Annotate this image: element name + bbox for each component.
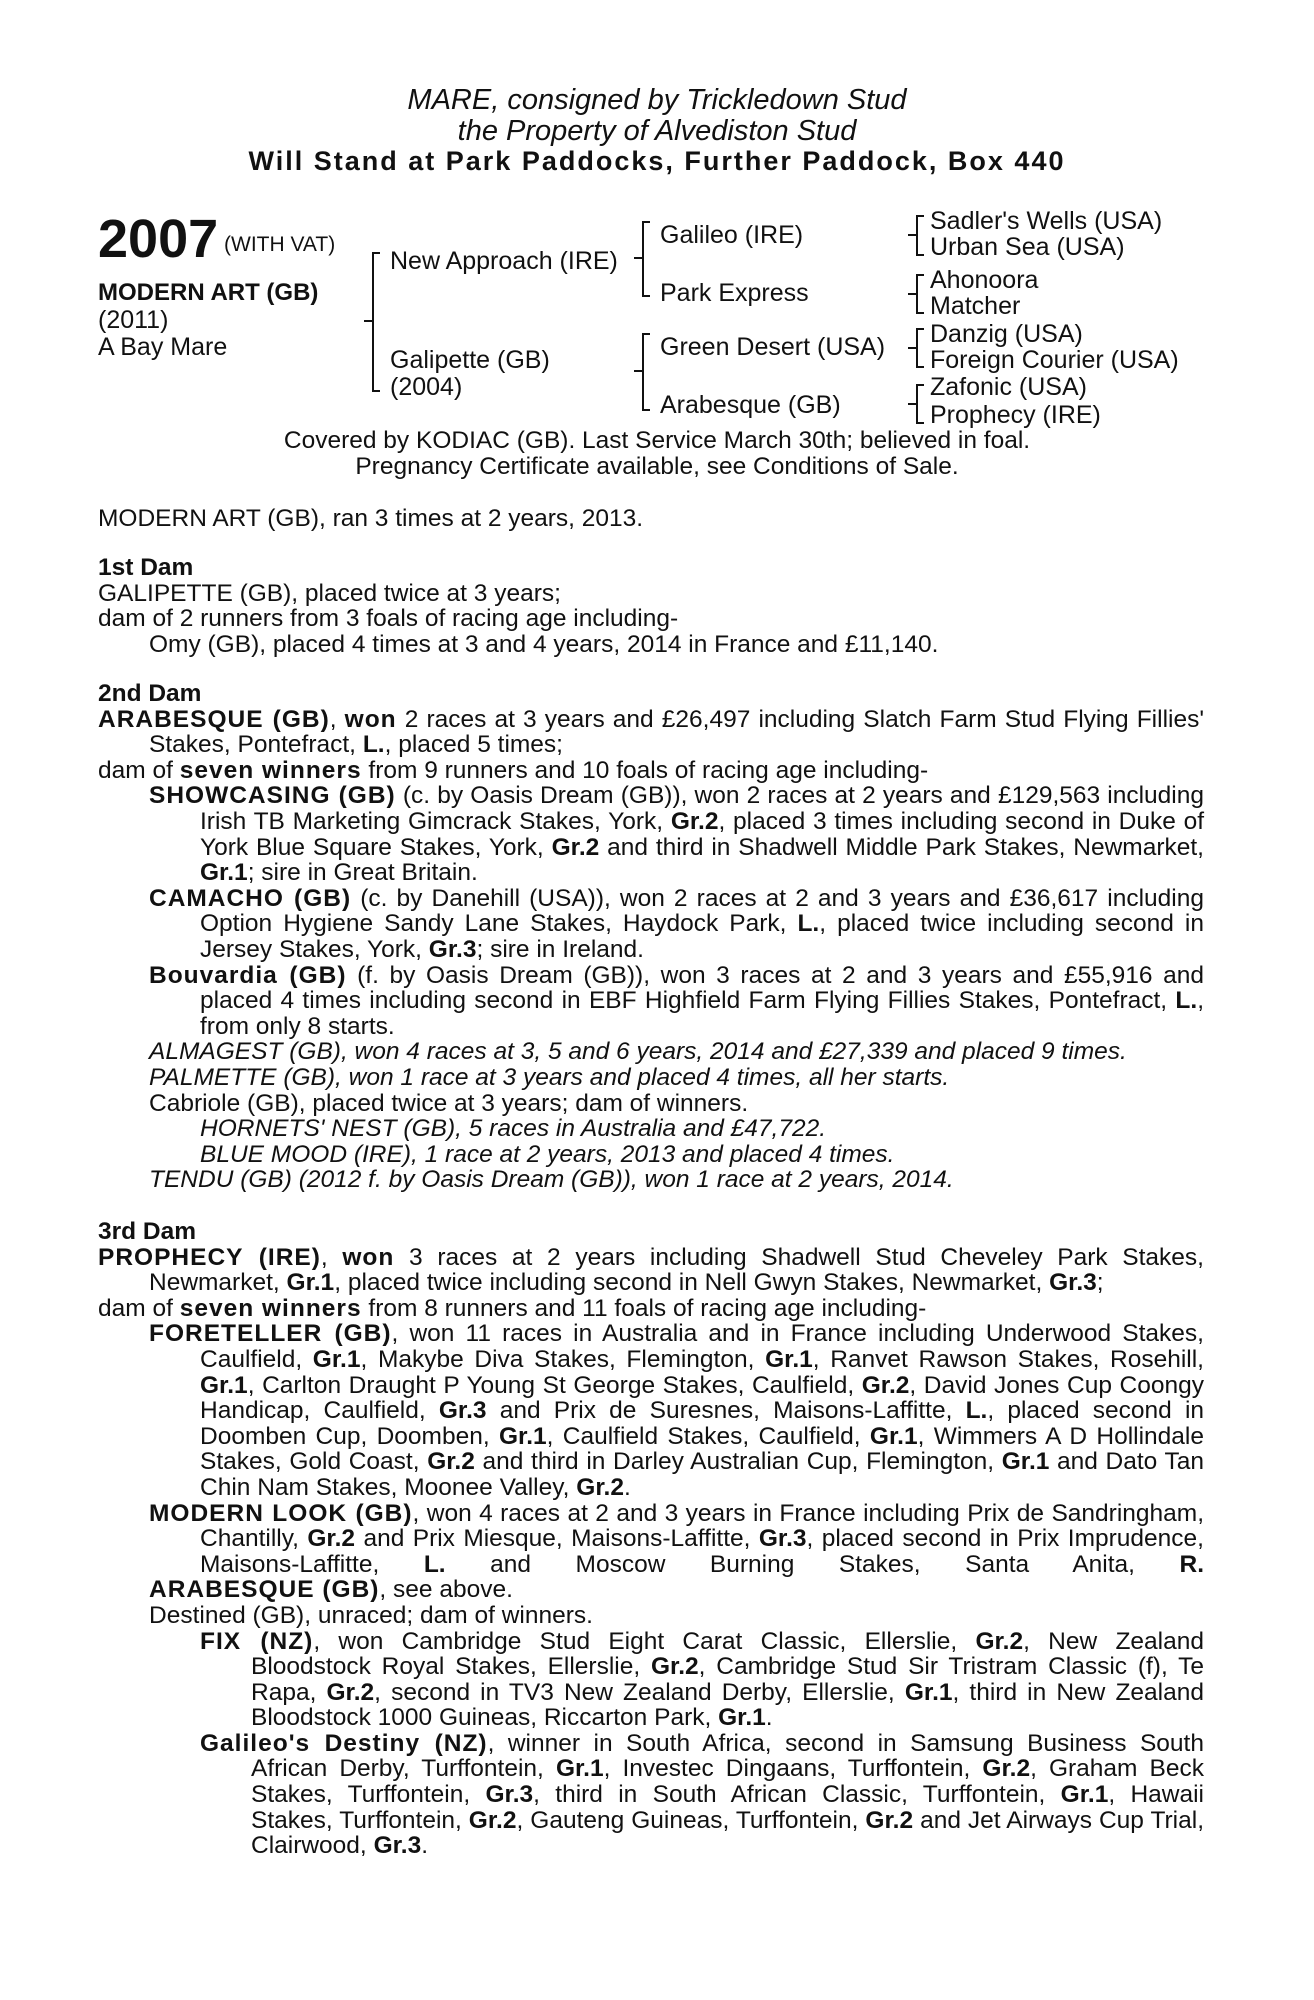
produce-entry: MODERN LOOK (GB), won 4 races at 2 and 3 years in France including Prix de Sandringham, Chantilly, Gr.2 and Prix Miesque, Maisons-Laffitte, Gr.3, placed second in Prix Imprudence, Maisons-Laffitte, L. and Moscow Burning Stakes, Santa Anita, R. [149,1499,1204,1578]
pedigree-g1: Sadler's Wells (USA) [930,207,1163,235]
produce-entry: BLUE MOOD (IRE), 1 race at 2 years, 2013 and placed 4 times. [200,1140,895,1168]
pedigree-dam-dam: Arabesque (GB) [660,391,841,419]
produce-entry: Omy (GB), placed 4 times at 3 and 4 years, 2014 in France and £11,140. [149,630,939,658]
horse-name: MODERN ART (GB) [98,279,319,306]
pedigree-g8: Prophecy (IRE) [930,401,1101,429]
pedigree-sire-dam: Park Express [660,279,809,307]
lot-number: 2007 [98,209,219,269]
second-dam-section [98,681,1204,1193]
produce-entry: SHOWCASING (GB) (c. by Oasis Dream (GB)), won 2 races at 2 years and £129,563 including Irish TB Marketing Gimcrack Stakes, York, Gr.2, placed 3 times including second in Duke of York Blue Square Stakes, York, Gr.2 and third in Shadwell Middle Park Stakes, Newmarket, Gr.1; sire in Great Britain. [149,782,1205,887]
horse-foaled: (2011) [98,306,169,334]
pedigree-dam-year: (2004) [390,373,463,401]
produce-entry: FIX (NZ), won Cambridge Stud Eight Carat Classic, Ellerslie, Gr.2, New Zealand Bloodstock Royal Stakes, Ellerslie, Gr.2, Cambridge Stud Sir Tristram Classic (f), Te Rapa, Gr.2, second in TV3 New Zealand Derby, Ellerslie, Gr.1, third in New Zealand Bloodstock 1000 Guineas, Riccarton Park, Gr.1. [200,1627,1205,1732]
first-dam-section [98,555,1204,657]
pedigree-sire-sire: Galileo (IRE) [660,221,804,249]
produce-entry: Cabriole (GB), placed twice at 3 years; dam of winners. [149,1089,749,1117]
header-stand: Will Stand at Park Paddocks, Further Paddock, Box 440 [248,146,1066,176]
produce-entry: HORNETS' NEST (GB), 5 races in Australia and £47,722. [200,1115,827,1143]
section-heading: 2nd Dam [98,680,202,707]
produce-entry: ARABESQUE (GB), see above. [149,1576,513,1604]
dam-record: ARABESQUE (GB), won 2 races at 3 years and £26,497 including Slatch Farm Stud Flying Fillies' Stakes, Pontefract, L., placed 5 times; [98,705,1205,759]
pedigree-g6: Foreign Courier (USA) [930,346,1179,374]
produce-entry: CAMACHO (GB) (c. by Danehill (USA)), won 2 races at 2 and 3 years and £36,617 including Option Hygiene Sandy Lane Stakes, Haydock Park, L., placed twice including second in Jersey Stakes, York, Gr.3; sire in Ireland. [149,884,1204,963]
section-heading: 3rd Dam [98,1218,197,1245]
section-heading: 1st Dam [98,554,194,581]
dam-produce-note: dam of 2 runners from 3 foals of racing age including- [98,605,679,633]
dam-produce-note: dam of seven winners from 9 runners and 10 foals of racing age including- [98,756,929,784]
pregnancy-note: Pregnancy Certificate available, see Conditions of Sale. [355,453,959,480]
produce-entry: Galileo's Destiny (NZ), winner in South Africa, second in Samsung Business South African Derby, Turffontein, Gr.1, Investec Dingaans, Turffontein, Gr.2, Graham Beck Stakes, Turffontein, Gr.3, third in South African Classic, Turffontein, Gr.1, Hawaii Stakes, Turffontein, Gr.2, Gauteng Guineas, Turffontein, Gr.2 and Jet Airways Cup Trial, Clairwood, Gr.3. [200,1729,1205,1860]
header-consignor: MARE, consigned by Trickledown Stud [407,84,907,116]
pedigree-g7: Zafonic (USA) [930,373,1087,401]
pedigree-dam-sire: Green Desert (USA) [660,333,886,361]
produce-entry: Bouvardia (GB) (f. by Oasis Dream (GB)), won 3 races at 2 and 3 years and £55,916 and placed 4 times including second in EBF Highfield Farm Flying Fillies Stakes, Pontefract, L., from only 8 starts. [149,961,1204,1040]
dam-record: GALIPETTE (GB), placed twice at 3 years; [98,579,561,607]
pedigree-bracket [916,215,918,256]
pedigree-bracket [642,333,644,411]
dam-produce-note: dam of seven winners from 8 runners and 11 foals of racing age including- [98,1294,927,1322]
produce-entry: ALMAGEST (GB), won 4 races at 3, 5 and 6 years, 2014 and £27,339 and placed 9 times. [149,1038,1127,1066]
pedigree-sire: New Approach (IRE) [390,247,618,275]
pedigree-bracket [916,328,918,368]
vat-note: (WITH VAT) [224,233,336,256]
pedigree-g3: Ahonoora [930,266,1039,294]
pedigree-g4: Matcher [930,292,1021,320]
pedigree-dam: Galipette (GB) [390,346,550,374]
horse-description: A Bay Mare [98,333,228,361]
dam-record: PROPHECY (IRE), won 3 races at 2 years including Shadwell Stud Cheveley Park Stakes, Newmarket, Gr.1, placed twice including second in Nell Gwyn Stakes, Newmarket, Gr.3; [98,1243,1204,1297]
pedigree-bracket [916,274,918,314]
produce-entry: TENDU (GB) (2012 f. by Oasis Dream (GB)), won 1 race at 2 years, 2014. [149,1166,954,1194]
produce-entry: Destined (GB), unraced; dam of winners. [149,1601,593,1629]
pedigree-bracket [372,252,374,392]
pedigree-bracket [642,221,644,297]
header-property: the Property of Alvediston Stud [457,115,857,147]
pedigree-bracket [916,384,918,424]
race-record: MODERN ART (GB), ran 3 times at 2 years, 2013. [98,505,644,532]
produce-entry: FORETELLER (GB), won 11 races in Australia and in France including Underwood Stakes, Caulfield, Gr.1, Makybe Diva Stakes, Flemington, Gr.1, Ranvet Rawson Stakes, Rosehill, Gr.1, Carlton Draught P Young St George Stakes, Caulfield, Gr.2, David Jones Cup Coongy Handicap, Caulfield, Gr.3 and Prix de Suresnes, Maisons-Laffitte, L., placed second in Doomben Cup, Doomben, Gr.1, Caulfield Stakes, Caulfield, Gr.1, Wimmers A D Hollindale Stakes, Gold Coast, Gr.2 and third in Darley Australian Cup, Flemington, Gr.1 and Dato Tan Chin Nam Stakes, Moonee Valley, Gr.2. [149,1320,1205,1501]
third-dam-section [98,1219,1204,1859]
pedigree-g5: Danzig (USA) [930,320,1083,348]
pedigree-g2: Urban Sea (USA) [930,233,1125,261]
produce-entry: PALMETTE (GB), won 1 race at 3 years and placed 4 times, all her starts. [149,1063,950,1091]
covered-note: Covered by KODIAC (GB). Last Service March 30th; believed in foal. [283,427,1031,454]
